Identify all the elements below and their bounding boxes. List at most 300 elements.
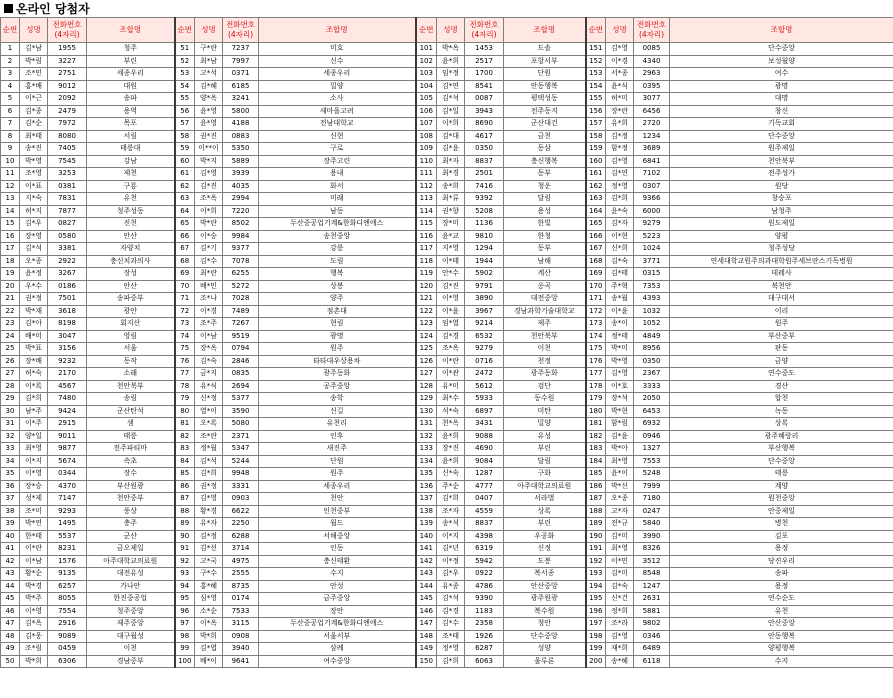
winner-name: 박*주 <box>20 593 48 606</box>
winner-no: 81 <box>175 418 195 431</box>
winner-no: 91 <box>175 543 195 556</box>
winner-union: 송파중부 <box>87 293 175 306</box>
winner-phone: 9392 <box>465 193 504 206</box>
winner-name: 서*종 <box>606 68 634 81</box>
winner-no: 17 <box>1 243 20 256</box>
winner-no: 80 <box>175 405 195 418</box>
winner-union: 풍상 <box>87 505 175 518</box>
winner-union: 검단 <box>504 380 586 393</box>
winner-no: 33 <box>1 443 20 456</box>
winner-name: 김*진 <box>195 180 223 193</box>
winner-name: 이*옥 <box>195 618 223 631</box>
winner-phone: 2994 <box>223 193 259 206</box>
winner-phone: 5674 <box>48 455 87 468</box>
winner-union: 전남대학교 <box>259 118 416 131</box>
winner-phone: 2555 <box>223 568 259 581</box>
winner-name: 이*지 <box>20 455 48 468</box>
winner-union: 미탄 <box>504 405 586 418</box>
winner-phone: 2915 <box>48 418 87 431</box>
winner-name: 김*희 <box>20 393 48 406</box>
table-row <box>1 643 893 656</box>
winner-phone: 0908 <box>223 630 259 643</box>
col-header-phone <box>223 18 259 43</box>
col-header-union-label: 조합명 <box>533 25 556 34</box>
winner-union: 제주중앙 <box>87 618 175 631</box>
winner-union: 양평 <box>670 230 893 243</box>
winner-phone: 4340 <box>634 55 670 68</box>
winner-phone: 8690 <box>465 118 504 131</box>
winner-name: 윤*희 <box>437 430 465 443</box>
winner-phone: 0350 <box>465 143 504 156</box>
winner-name: 이*민 <box>606 555 634 568</box>
winner-union: 샘 <box>87 418 175 431</box>
winner-name: 윤*영 <box>195 118 223 131</box>
winner-union: 속초 <box>87 455 175 468</box>
winner-name: 최*남 <box>195 55 223 68</box>
winner-union: 연세대학교원주의과대학원주세브란스기독병원 <box>670 255 893 268</box>
winner-phone: 9390 <box>465 593 504 606</box>
winner-union: 대전유성 <box>87 568 175 581</box>
winner-no: 32 <box>1 430 20 443</box>
page-title <box>4 2 90 16</box>
winner-phone: 6453 <box>634 405 670 418</box>
winner-union: 광명 <box>259 330 416 343</box>
winner-phone: 3115 <box>223 618 259 631</box>
winner-no: 65 <box>175 218 195 231</box>
winner-name: 김*윤 <box>437 143 465 156</box>
winner-phone: 5889 <box>223 155 259 168</box>
winner-name: 이*란 <box>20 543 48 556</box>
winner-no: 129 <box>416 393 437 406</box>
winner-no: 54 <box>175 80 195 93</box>
winner-name: 윤*희 <box>437 55 465 68</box>
winner-name: 유*식 <box>195 380 223 393</box>
winner-name: 이*현 <box>606 230 634 243</box>
table-row <box>1 655 893 668</box>
winner-name: 김*남 <box>20 43 48 56</box>
winner-name: 김*영 <box>606 155 634 168</box>
winner-union: 도솔 <box>504 43 586 56</box>
winner-union: 소래 <box>87 368 175 381</box>
winner-phone: 8080 <box>48 130 87 143</box>
winner-name: 김*정 <box>195 530 223 543</box>
winner-no: 152 <box>586 55 606 68</box>
winner-name: 박*현 <box>606 405 634 418</box>
winner-no: 43 <box>1 568 20 581</box>
winner-phone: 3381 <box>48 243 87 256</box>
winner-name: 조*란 <box>195 430 223 443</box>
winner-phone: 3267 <box>48 268 87 281</box>
winner-phone: 3241 <box>223 93 259 106</box>
winner-phone: 5244 <box>223 455 259 468</box>
winner-phone: 7480 <box>48 393 87 406</box>
winner-name: 천*옥 <box>437 418 465 431</box>
col-header-phone <box>465 18 504 43</box>
winner-phone: 4398 <box>465 530 504 543</box>
winner-no: 47 <box>1 618 20 631</box>
winner-phone: 5377 <box>223 393 259 406</box>
table-row <box>1 243 893 256</box>
winner-no: 194 <box>586 580 606 593</box>
winner-union: 광주동화 <box>504 368 586 381</box>
winner-union: 병천 <box>670 518 893 531</box>
table-row <box>1 555 893 568</box>
winner-no: 156 <box>586 105 606 118</box>
winner-no: 128 <box>416 380 437 393</box>
winner-no: 127 <box>416 368 437 381</box>
winner-name: 송*진 <box>20 143 48 156</box>
winner-union: 아주대학교의료원 <box>504 480 586 493</box>
winner-no: 9 <box>1 143 20 156</box>
table-body <box>1 43 893 668</box>
winner-name: 김*미 <box>606 530 634 543</box>
winner-union: 세종우리 <box>259 68 416 81</box>
winner-no: 123 <box>416 318 437 331</box>
winner-no: 14 <box>1 205 20 218</box>
winner-union: 부린 <box>504 443 586 456</box>
winner-union: 청운 <box>504 180 586 193</box>
winner-no: 173 <box>586 318 606 331</box>
winner-name: 남*주 <box>20 405 48 418</box>
col-header-name-label: 성명 <box>26 25 41 34</box>
winner-phone: 3047 <box>48 330 87 343</box>
winner-union: 복서종 <box>504 568 586 581</box>
table-row <box>1 268 893 281</box>
winner-phone: 0186 <box>48 280 87 293</box>
winner-name: 김*경 <box>437 605 465 618</box>
winner-union: 단원 <box>504 68 586 81</box>
winner-phone: 7237 <box>223 43 259 56</box>
winner-no: 172 <box>586 305 606 318</box>
winner-name: 조*미 <box>20 505 48 518</box>
winner-phone: 3618 <box>48 305 87 318</box>
winner-name: 최*란 <box>195 268 223 281</box>
winner-phone: 4188 <box>223 118 259 131</box>
winner-union: 청주성동 <box>87 205 175 218</box>
winner-phone: 0087 <box>465 93 504 106</box>
col-header-no <box>416 18 437 43</box>
winner-union: 상록 <box>670 418 893 431</box>
winner-name: 이*윤 <box>437 305 465 318</box>
winner-name: 김*자 <box>606 218 634 231</box>
winner-phone: 0827 <box>48 218 87 231</box>
winner-union: 청주중앙 <box>87 605 175 618</box>
winner-union: 서해중앙 <box>259 530 416 543</box>
winner-name: 임*열 <box>437 318 465 331</box>
winner-name: 김*미 <box>606 568 634 581</box>
winner-union: 복수원 <box>504 605 586 618</box>
winner-union: 달림 <box>504 193 586 206</box>
winner-phone: 2092 <box>48 93 87 106</box>
winner-union: 상록 <box>504 505 586 518</box>
winner-no: 88 <box>175 505 195 518</box>
winner-no: 111 <box>416 168 437 181</box>
winner-union: 충주 <box>87 518 175 531</box>
winner-union: 안산 <box>87 280 175 293</box>
winner-phone: 7545 <box>48 155 87 168</box>
winner-union: 용역 <box>87 105 175 118</box>
winner-no: 42 <box>1 555 20 568</box>
winner-union: 이천 <box>504 343 586 356</box>
winner-phone: 5248 <box>634 468 670 481</box>
col-header-no-label: 순번 <box>588 25 603 34</box>
winner-union: 태릉 <box>670 468 893 481</box>
winner-union: 서울 <box>87 343 175 356</box>
winner-phone: 6063 <box>465 655 504 668</box>
winner-name: 김*연 <box>437 80 465 93</box>
winner-phone: 5942 <box>465 555 504 568</box>
winner-no: 61 <box>175 168 195 181</box>
winner-name: 김*수 <box>195 255 223 268</box>
winner-name: 김*희 <box>437 655 465 668</box>
winner-union: 충신치과의사 <box>87 255 175 268</box>
col-header-no-label: 순번 <box>419 25 434 34</box>
winner-phone: 9877 <box>48 443 87 456</box>
winner-union: 안성 <box>259 580 416 593</box>
winner-union: 제천 <box>87 168 175 181</box>
winner-no: 83 <box>175 443 195 456</box>
winner-phone: 2720 <box>634 118 670 131</box>
winner-union: 현림 <box>259 318 416 331</box>
winner-no: 28 <box>1 380 20 393</box>
col-header-phone <box>634 18 670 43</box>
winner-phone: 9984 <box>223 230 259 243</box>
winner-union: 창신 <box>670 105 893 118</box>
winner-union: 광주동화 <box>259 368 416 381</box>
winner-name: 함*정 <box>606 143 634 156</box>
winner-phone: 2963 <box>634 68 670 81</box>
winner-name: 홍*혜 <box>195 580 223 593</box>
winner-name: 이*근 <box>20 93 48 106</box>
winner-no: 164 <box>586 205 606 218</box>
winner-name: 김*희 <box>195 468 223 481</box>
winner-phone: 0395 <box>634 80 670 93</box>
table-row <box>1 280 893 293</box>
winner-no: 107 <box>416 118 437 131</box>
winner-phone: 9791 <box>465 280 504 293</box>
winner-name: 최*영 <box>606 543 634 556</box>
winner-phone: 8502 <box>223 218 259 231</box>
winner-name: 김*숙 <box>606 255 634 268</box>
winner-union: 소사 <box>259 93 416 106</box>
winner-phone: 1234 <box>634 130 670 143</box>
winner-union: 남청주 <box>670 205 893 218</box>
winner-name: 지*숙 <box>20 193 48 206</box>
winner-phone: 0371 <box>223 68 259 81</box>
winner-name: 장*영 <box>20 230 48 243</box>
winner-name: 권*향 <box>437 205 465 218</box>
winner-no: 195 <box>586 593 606 606</box>
winner-union: 안동행복 <box>670 630 893 643</box>
winner-no: 73 <box>175 318 195 331</box>
table-row <box>1 318 893 331</box>
winner-name: 윤*숙 <box>606 205 634 218</box>
winner-no: 10 <box>1 155 20 168</box>
winner-name: 오*종 <box>20 255 48 268</box>
winner-no: 15 <box>1 218 20 231</box>
winner-no: 112 <box>416 180 437 193</box>
col-header-phone-sublabel: (4자리) <box>638 30 665 39</box>
winner-phone: 9810 <box>465 230 504 243</box>
winner-union: 원주 <box>259 468 416 481</box>
winner-name: 열*이 <box>195 405 223 418</box>
winner-no: 148 <box>416 630 437 643</box>
winner-no: 145 <box>416 593 437 606</box>
winner-no: 12 <box>1 180 20 193</box>
winner-no: 37 <box>1 493 20 506</box>
winner-union: 자양치 <box>87 243 175 256</box>
col-header-no <box>586 18 606 43</box>
table-row <box>1 130 893 143</box>
winner-name: 박*미 <box>606 343 634 356</box>
winner-no: 1 <box>1 43 20 56</box>
winner-union: 용정 <box>670 543 893 556</box>
table-row <box>1 543 893 556</box>
winner-no: 158 <box>586 130 606 143</box>
winner-phone: 7180 <box>634 493 670 506</box>
winner-union: 단수중앙 <box>670 43 893 56</box>
winner-name: 박*표 <box>20 343 48 356</box>
winner-phone: 7501 <box>48 293 87 306</box>
winner-name: 김*영 <box>606 630 634 643</box>
winner-name: 김*년 <box>437 543 465 556</box>
winner-no: 163 <box>586 193 606 206</box>
winner-name: 김*종 <box>20 105 48 118</box>
winner-phone: 7553 <box>634 455 670 468</box>
winner-no: 18 <box>1 255 20 268</box>
winner-no: 66 <box>175 230 195 243</box>
winner-no: 132 <box>416 430 437 443</box>
winner-union: 신수 <box>259 55 416 68</box>
winner-phone: 1944 <box>465 255 504 268</box>
winner-name: 홍*배 <box>20 80 48 93</box>
winner-phone: 3940 <box>223 643 259 656</box>
winner-name: 신*건 <box>606 593 634 606</box>
winner-name: 고*석 <box>195 68 223 81</box>
winner-phone: 8837 <box>465 155 504 168</box>
winner-phone: 7972 <box>48 118 87 131</box>
winner-no: 149 <box>416 643 437 656</box>
winner-phone: 1495 <box>48 518 87 531</box>
winner-no: 147 <box>416 618 437 631</box>
winner-phone: 9088 <box>465 430 504 443</box>
winner-union: 강남 <box>87 155 175 168</box>
winner-phone: 3939 <box>223 168 259 181</box>
winner-no: 31 <box>1 418 20 431</box>
winner-phone: 4567 <box>48 380 87 393</box>
winner-name: 최*영 <box>20 443 48 456</box>
winner-phone: 9279 <box>465 343 504 356</box>
winner-union: 금주중앙 <box>259 593 416 606</box>
winner-phone: 3227 <box>48 55 87 68</box>
table-row <box>1 580 893 593</box>
col-header-union <box>504 18 586 43</box>
winner-name: 정*영 <box>437 643 465 656</box>
winner-union: 단원 <box>259 455 416 468</box>
winner-union: 한빛 <box>504 218 586 231</box>
winner-name: 조*라 <box>606 618 634 631</box>
winner-phone: 0381 <box>48 180 87 193</box>
winner-no: 121 <box>416 293 437 306</box>
col-header-phone-sublabel: (4자리) <box>227 30 254 39</box>
winner-no: 21 <box>1 293 20 306</box>
winner-name: 우*수 <box>20 280 48 293</box>
winner-name: 지*영 <box>437 243 465 256</box>
winner-no: 118 <box>416 255 437 268</box>
winner-phone: 2358 <box>465 618 504 631</box>
winner-name: 김*영 <box>195 168 223 181</box>
table-row <box>1 143 893 156</box>
winner-no: 11 <box>1 168 20 181</box>
winner-no: 165 <box>586 218 606 231</box>
winner-phone: 1024 <box>634 243 670 256</box>
winner-union: 군산대건 <box>504 118 586 131</box>
table-row <box>1 205 893 218</box>
winner-phone: 0903 <box>223 493 259 506</box>
winner-union: 부산중부 <box>670 330 893 343</box>
winner-union: 수지 <box>259 568 416 581</box>
winner-no: 143 <box>416 568 437 581</box>
winner-phone: 6185 <box>223 80 259 93</box>
winner-name: 김*수 <box>437 618 465 631</box>
winner-name: 한*태 <box>20 530 48 543</box>
winner-name: 윤*이 <box>606 468 634 481</box>
winner-phone: 7028 <box>223 293 259 306</box>
winner-union: 안동행복 <box>504 80 586 93</box>
winner-union: 광주원광 <box>504 593 586 606</box>
winner-name: 임*정 <box>437 68 465 81</box>
col-header-name-label: 성명 <box>612 25 627 34</box>
winner-name: 김*순 <box>20 118 48 131</box>
winner-union: 서울서부 <box>259 630 416 643</box>
winner-phone: 0922 <box>465 568 504 581</box>
winner-phone: 7997 <box>223 55 259 68</box>
winner-name: 황*순 <box>20 568 48 581</box>
winner-name: 허*미 <box>606 93 634 106</box>
table-row <box>1 605 893 618</box>
winner-no: 134 <box>416 455 437 468</box>
winner-name: 박*신 <box>606 480 634 493</box>
winner-name: 신*숙 <box>437 468 465 481</box>
winner-union: 구로 <box>259 143 416 156</box>
col-header-name-label: 성명 <box>201 25 216 34</box>
winner-phone: 7102 <box>634 168 670 181</box>
winner-no: 199 <box>586 643 606 656</box>
winner-no: 170 <box>586 280 606 293</box>
winner-union: 천안북부 <box>504 330 586 343</box>
winner-no: 180 <box>586 405 606 418</box>
winner-no: 168 <box>586 255 606 268</box>
winner-name: 유*미 <box>437 380 465 393</box>
winner-union: 점촌대 <box>259 305 416 318</box>
winner-no: 53 <box>175 68 195 81</box>
winner-name: 소*순 <box>195 605 223 618</box>
winner-phone: 8548 <box>634 568 670 581</box>
winner-name: 김*경 <box>437 330 465 343</box>
winner-no: 68 <box>175 255 195 268</box>
winner-name: 김*우 <box>20 218 48 231</box>
winner-phone: 2050 <box>634 393 670 406</box>
table-row <box>1 105 893 118</box>
winner-name: 신*희 <box>606 243 634 256</box>
winner-union: 이천 <box>87 643 175 656</box>
winner-phone: 8198 <box>48 318 87 331</box>
winner-phone: 2501 <box>465 168 504 181</box>
winner-name: 김*숙 <box>606 580 634 593</box>
winner-phone: 5272 <box>223 280 259 293</box>
winner-no: 179 <box>586 393 606 406</box>
winner-union: 용내 <box>259 168 416 181</box>
